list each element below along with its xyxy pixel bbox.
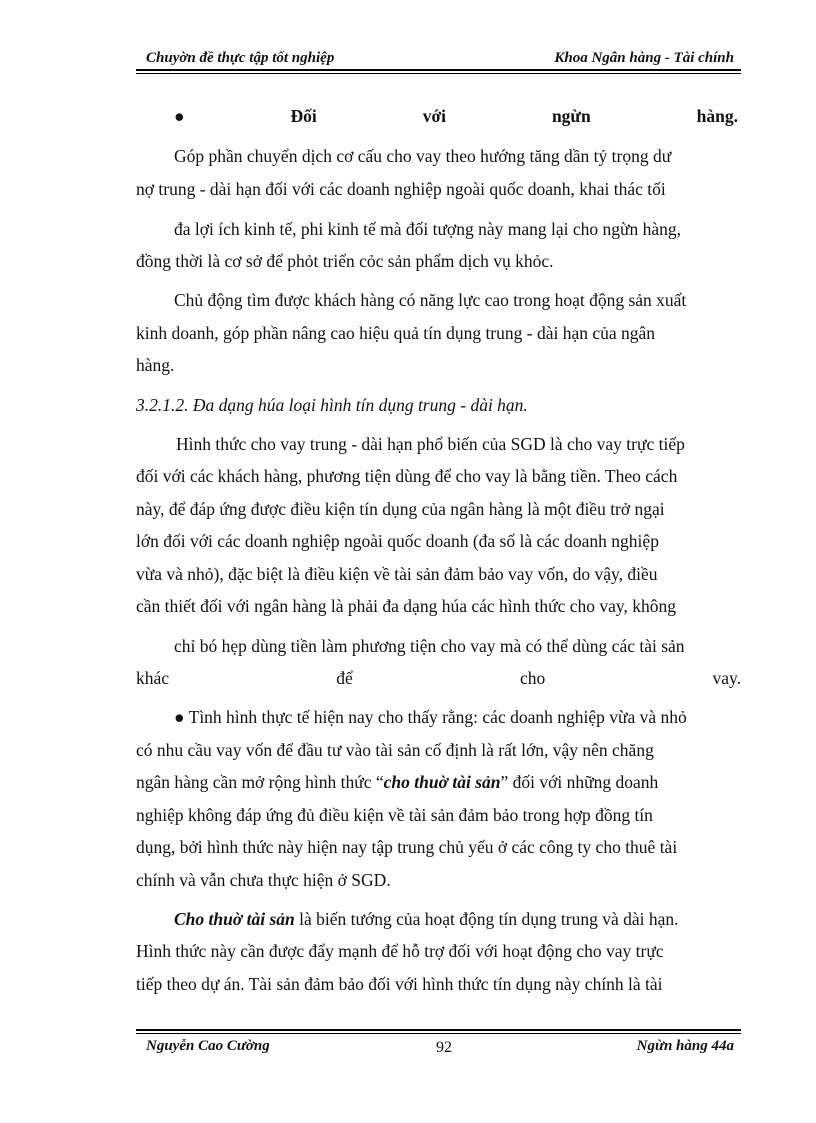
paragraph-2-line-1: Chủ động tìm được khách hàng có năng lực cao trong hoạt động sản xuất <box>174 290 687 310</box>
page-number: 92 <box>436 1039 452 1056</box>
header-left: Chuyờn đề thực tập tốt nghiệp <box>146 50 335 66</box>
paragraph-5-line-1 <box>174 907 740 931</box>
paragraph-4-line-1: ● Tình hình thực tế hiện nay cho thấy rằng: các doanh nghiệp vừa và nhỏ <box>174 707 687 727</box>
paragraph-4-line-4: nghiệp không đáp ứng đủ điều kiện về tài sản đảm bảo trong hợp đồng tín <box>136 805 653 825</box>
p4-l3-c: ” đối với những doanh <box>500 772 659 792</box>
word-de: để <box>336 668 353 688</box>
paragraph-4-line-6: chính và vẫn chưa thực hiện ở SGD. <box>136 870 391 890</box>
subheading: 3.2.1.2. Đa dạng húa loại hình tín dụng trung - dài hạn. <box>136 395 528 415</box>
word-vay: vay. <box>712 668 741 688</box>
paragraph-4-line-2: có nhu cầu vay vốn để đầu tư vào tài sản cố định là rất lớn, vậy nên chăng <box>136 740 654 760</box>
header-rule <box>136 69 741 71</box>
paragraph-3-line-4: lớn đối với các doanh nghiệp ngoài quốc doanh (đa số là các doanh nghiệp <box>136 531 659 551</box>
header-right: Khoa Ngân hàng - Tài chính <box>554 50 734 66</box>
heading-word-3: ngừn <box>551 106 591 126</box>
paragraph-4-line-5: dụng, bởi hình thức này hiện nay tập trung chủ yếu ở các công ty cho thuê tài <box>136 837 678 857</box>
footer-rule-thin <box>136 1033 741 1034</box>
paragraph-3-line-8 <box>136 666 741 690</box>
paragraph-4-line-3 <box>136 770 741 794</box>
section-heading <box>174 104 738 128</box>
paragraph-3-line-3: này, để đáp ứng được điều kiện tín dụng của ngân hàng là một điều trở ngại <box>136 499 665 519</box>
paragraph-5-line-3: tiếp theo dự án. Tài sản đảm bảo đối với hình thức tín dụng này chính là tài <box>136 974 663 994</box>
paragraph-1-line-4: đồng thời là cơ sở để phỏt triển cỏc sản phẩm dịch vụ khỏc. <box>136 251 554 271</box>
paragraph-3-line-1: Hình thức cho vay trung - dài hạn phổ biến của SGD là cho vay trực tiếp <box>176 434 685 454</box>
paragraph-1-line-1: Góp phần chuyển dịch cơ cấu cho vay theo hướng tăng dần tỷ trọng dư <box>174 146 672 166</box>
paragraph-1-line-2: nợ trung - dài hạn đối với các doanh nghiệp ngoài quốc doanh, khai thác tối <box>136 179 666 199</box>
heading-word-4: hàng. <box>696 106 738 126</box>
heading-bullet: ● <box>174 106 185 126</box>
paragraph-2-line-2: kinh doanh, góp phần nâng cao hiệu quả tín dụng trung - dài hạn của ngân <box>136 323 656 343</box>
term-cho-thue-tai-san-2: Cho thuờ tài sản <box>174 909 295 929</box>
paragraph-3-line-6: cần thiết đối với ngân hàng là phải đa dạng húa các hình thức cho vay, không <box>136 596 677 616</box>
term-cho-thue-tai-san: cho thuờ tài sản <box>383 772 501 792</box>
paragraph-3-line-5: vừa và nhỏ), đặc biệt là điều kiện về tài sản đảm bảo vay vốn, do vậy, điều <box>136 564 658 584</box>
word-cho: cho <box>519 668 546 688</box>
p4-l3-a: ngân hàng cần mở rộng hình thức “ <box>136 772 384 792</box>
header-rule-thin <box>136 73 741 74</box>
footer-rule <box>136 1029 741 1031</box>
paragraph-3-line-7: chỉ bó hẹp dùng tiền làm phương tiện cho vay mà có thể dùng các tài sản <box>174 636 685 656</box>
heading-word-1: Đối <box>290 106 317 126</box>
paragraph-2-line-3: hàng. <box>136 355 175 375</box>
paragraph-3-line-2: đối với các khách hàng, phương tiện dùng để cho vay là bằng tiền. Theo cách <box>136 466 678 486</box>
word-khac: khác <box>136 668 170 688</box>
heading-word-2: với <box>422 106 447 126</box>
paragraph-1-line-3: đa lợi ích kinh tế, phi kinh tế mà đối tượng này mang lại cho ngừn hàng, <box>174 219 681 239</box>
paragraph-5-line-2: Hình thức này cần được đẩy mạnh để hỗ trợ đối với hoạt động cho vay trực <box>136 941 664 961</box>
footer-class: Ngừn hàng 44a <box>636 1038 734 1054</box>
footer-author: Nguyễn Cao Cường <box>146 1038 270 1054</box>
p5-l1-b: là biến tướng của hoạt động tín dụng trung và dài hạn. <box>294 909 679 929</box>
